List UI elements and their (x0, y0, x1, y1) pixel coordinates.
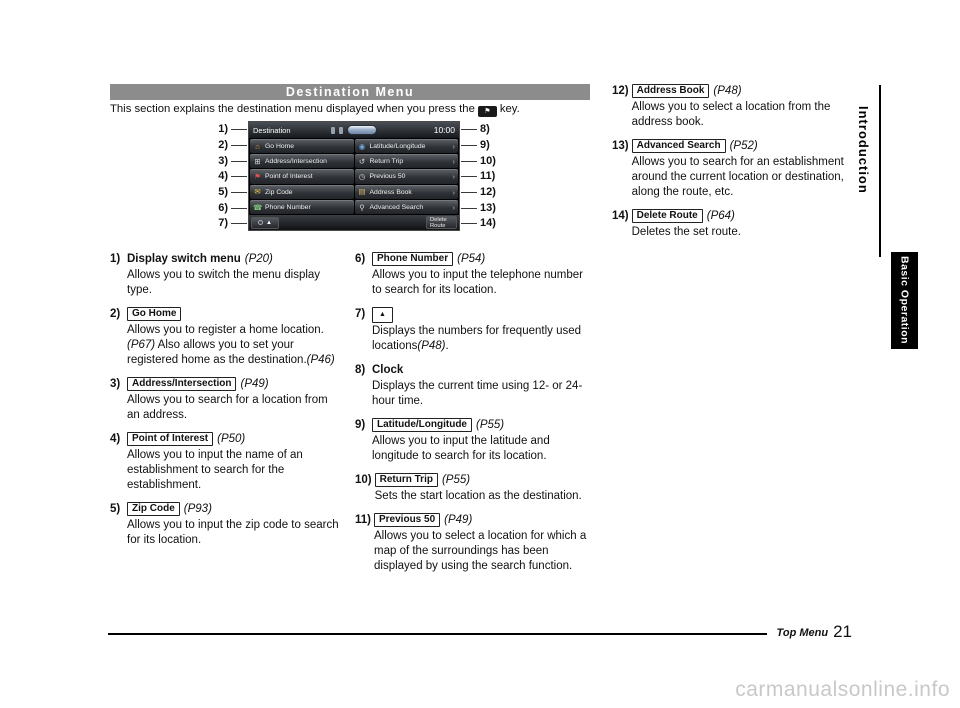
item-description: Allows you to select a location from the address book. (631, 101, 831, 128)
item-number: 11) (355, 514, 371, 526)
section-title: Destination Menu (285, 85, 415, 99)
envelope-icon: ✉ (254, 187, 261, 197)
return-arrow-icon: ↺ (358, 157, 366, 167)
page-ref: (P64) (706, 210, 735, 222)
nav-screenshot (248, 121, 460, 231)
item-14 (612, 209, 864, 240)
delete-route-button: Delete Route (426, 216, 457, 229)
item-description: Allows you to input the name of an establishment to search for the establishment. (127, 449, 303, 491)
item-6 (355, 252, 595, 298)
dest-key-icon (478, 106, 497, 117)
callout-8: 8) (480, 123, 490, 135)
item-11 (355, 513, 595, 574)
menu-button-label: Point of Interest (265, 173, 313, 181)
phone-icon: ☎ (253, 202, 263, 212)
menu-button-advanced-search (355, 200, 459, 214)
item-description: Displays the current time using 12- or 24-hour time. (372, 380, 583, 407)
callout-line (231, 161, 247, 162)
intro-text-post: key. (499, 103, 520, 115)
menu-button-go-home (250, 139, 354, 153)
item-number: 3) (110, 378, 121, 390)
watermark: carmanualsonline.info (735, 678, 950, 701)
item-12 (612, 84, 864, 130)
callout-13: 13) (480, 202, 496, 214)
page-ref: (P55) (476, 419, 505, 431)
item-number: 2) (110, 308, 121, 320)
chevron-right-icon: › (452, 202, 455, 212)
item-number: 6) (355, 253, 366, 265)
callout-11: 11) (480, 170, 496, 182)
search-icon: ⚲ (359, 202, 365, 212)
item-7 (355, 307, 595, 354)
item-description: Allows you to register a home location. (P67) Also allows you to set your registered home as the destination.(P46) (127, 324, 335, 366)
callout-9: 9) (480, 139, 490, 151)
screenshot-bottombar (249, 215, 459, 230)
callout-12: 12) (480, 186, 496, 198)
menu-button-label: Address Book (369, 188, 412, 196)
item-8 (355, 363, 595, 409)
callout-5: 5) (218, 186, 228, 198)
explanation-column-3 (612, 84, 864, 249)
chevron-right-icon: › (452, 157, 455, 167)
status-icons (331, 125, 377, 135)
intro-text-pre: This section explains the destination menu displayed when you press the (110, 103, 475, 115)
explanation-column-2 (355, 252, 595, 583)
item-number: 1) (110, 253, 121, 265)
key-label-address-intersection: Address/Intersection (127, 377, 236, 391)
callout-line (231, 176, 247, 177)
item-number: 4) (110, 433, 121, 445)
menu-button-label: Previous 50 (369, 173, 406, 181)
page-ref: (P48) (713, 85, 742, 97)
chevron-right-icon: › (452, 142, 455, 152)
callout-line (461, 208, 477, 209)
intersection-icon: ⊞ (254, 157, 261, 167)
callout-line (461, 145, 477, 146)
callout-line (461, 161, 477, 162)
key-label-latitude-longitude: Latitude/Longitude (372, 418, 472, 432)
item-number: 10) (355, 474, 372, 486)
item-number: 13) (612, 140, 629, 152)
key-label-previous-50: Previous 50 (374, 513, 440, 527)
page-ref: (P52) (729, 140, 758, 152)
item-2 (110, 307, 342, 368)
menu-button-point-of-interest (250, 169, 354, 183)
item-description: Allows you to input the latitude and longitude to search for its location. (372, 435, 550, 462)
item-10 (355, 473, 595, 504)
explanation-column-1 (110, 252, 342, 557)
footer-rule (108, 633, 767, 635)
book-icon: ▤ (358, 187, 366, 197)
top-pill-button (347, 125, 377, 135)
page-ref: (P54) (457, 253, 486, 265)
callout-line (461, 192, 477, 193)
screenshot-title: Destination (253, 125, 291, 135)
flag-icon: ⚑ (484, 108, 491, 115)
item-description: Sets the start location as the destination. (374, 490, 582, 502)
chevron-right-icon: › (452, 172, 455, 182)
poi-flag-icon: ⚑ (254, 172, 261, 182)
menu-button-zip-code (250, 185, 354, 199)
footer-label: Top Menu (776, 627, 829, 639)
item-description: Allows you to input the telephone number to search for its location. (372, 269, 583, 296)
section-title-bar (110, 84, 590, 100)
callout-line (231, 223, 247, 224)
key-label-go-home: Go Home (127, 307, 181, 321)
item-heading: Clock (372, 364, 404, 376)
callout-line (461, 129, 477, 130)
signal-bar-icon (331, 127, 335, 134)
key-label-advanced-search: Advanced Search (632, 139, 726, 153)
menu-button-label: Phone Number (265, 203, 311, 211)
item-13 (612, 139, 864, 200)
tab-introduction: Introduction (856, 106, 871, 194)
menu-button-label: Address/Intersection (265, 158, 327, 166)
item-number: 9) (355, 419, 366, 431)
globe-icon: ◉ (358, 141, 366, 151)
item-description: Deletes the set route. (631, 226, 741, 238)
item-number: 14) (612, 210, 629, 222)
item-description: Displays the numbers for frequently used locations(P48). (372, 325, 582, 352)
clock: 10:00 (433, 125, 455, 135)
callout-line (231, 145, 247, 146)
key-label-zip-code: Zip Code (127, 502, 180, 516)
menu-button-phone-number (250, 200, 354, 214)
menu-button-previous-50 (355, 169, 459, 183)
page-ref: (P50) (217, 433, 246, 445)
menu-button-label: Zip Code (265, 188, 293, 196)
menu-button-label: Return Trip (369, 158, 404, 166)
page-ref: (P49) (240, 378, 269, 390)
home-icon: ⌂ (255, 141, 260, 151)
item-description: Allows you to select a location for which a map of the surroundings has been displayed by using the search function. (374, 530, 587, 572)
circle-icon (258, 220, 263, 225)
callout-14: 14) (480, 217, 496, 229)
key-label-delete-route: Delete Route (632, 209, 703, 223)
chapter-tab-rule (879, 85, 881, 257)
key-label-phone-number: Phone Number (372, 252, 453, 266)
callout-6: 6) (218, 202, 228, 214)
key-label-point-of-interest: Point of Interest (127, 432, 213, 446)
callout-7: 7) (218, 217, 228, 229)
menu-button-address-intersection (250, 154, 354, 168)
item-number: 8) (355, 364, 366, 376)
up-arrow-icon: ▲ (266, 219, 272, 226)
history-icon: ◷ (358, 172, 366, 182)
menu-button-address-book (355, 185, 459, 199)
callout-line (231, 208, 247, 209)
key-label-up: ▲ (372, 307, 393, 323)
key-label-return-trip: Return Trip (375, 473, 438, 487)
page-ref: (P55) (441, 474, 471, 486)
item-5 (110, 502, 342, 548)
item-heading: Display switch menu (127, 253, 241, 265)
signal-bar-icon (339, 127, 343, 134)
item-description: Allows you to input the zip code to search for its location. (127, 519, 339, 546)
callout-4: 4) (218, 170, 228, 182)
page-ref: (P20) (244, 253, 273, 265)
menu-button-label: Advanced Search (369, 203, 424, 211)
chevron-right-icon: › (452, 187, 455, 197)
callout-3: 3) (218, 155, 228, 167)
page-ref: (P93) (183, 503, 212, 515)
menu-button-latitude-longitude (355, 139, 459, 153)
key-label-address-book: Address Book (632, 84, 710, 98)
item-number: 5) (110, 503, 121, 515)
intro-text (110, 102, 600, 117)
page-ref: (P49) (444, 514, 473, 526)
item-4 (110, 432, 342, 493)
tab-basic-operation: Basic Operation (891, 252, 918, 349)
item-number: 7) (355, 308, 366, 320)
menu-button-label: Go Home (265, 143, 295, 151)
page-footer (108, 622, 852, 642)
item-description: Allows you to switch the menu display type. (127, 269, 321, 296)
callout-1: 1) (218, 123, 228, 135)
callout-line (461, 223, 477, 224)
page-number: 21 (833, 622, 852, 641)
up-button (251, 217, 279, 229)
menu-button-label: Latitude/Longitude (369, 143, 426, 151)
item-description: Allows you to search for a location from an address. (127, 394, 328, 421)
callout-line (231, 129, 247, 130)
item-3 (110, 377, 342, 423)
item-1 (110, 252, 342, 298)
callout-2: 2) (218, 139, 228, 151)
item-description: Allows you to search for an establishment around the current location or destination, along the route, etc. (631, 156, 844, 198)
screenshot-titlebar (249, 122, 459, 138)
callout-line (461, 176, 477, 177)
menu-grid (249, 138, 459, 215)
item-number: 12) (612, 85, 629, 97)
callout-10: 10) (480, 155, 496, 167)
menu-button-return-trip (355, 154, 459, 168)
item-9 (355, 418, 595, 464)
callout-line (231, 192, 247, 193)
